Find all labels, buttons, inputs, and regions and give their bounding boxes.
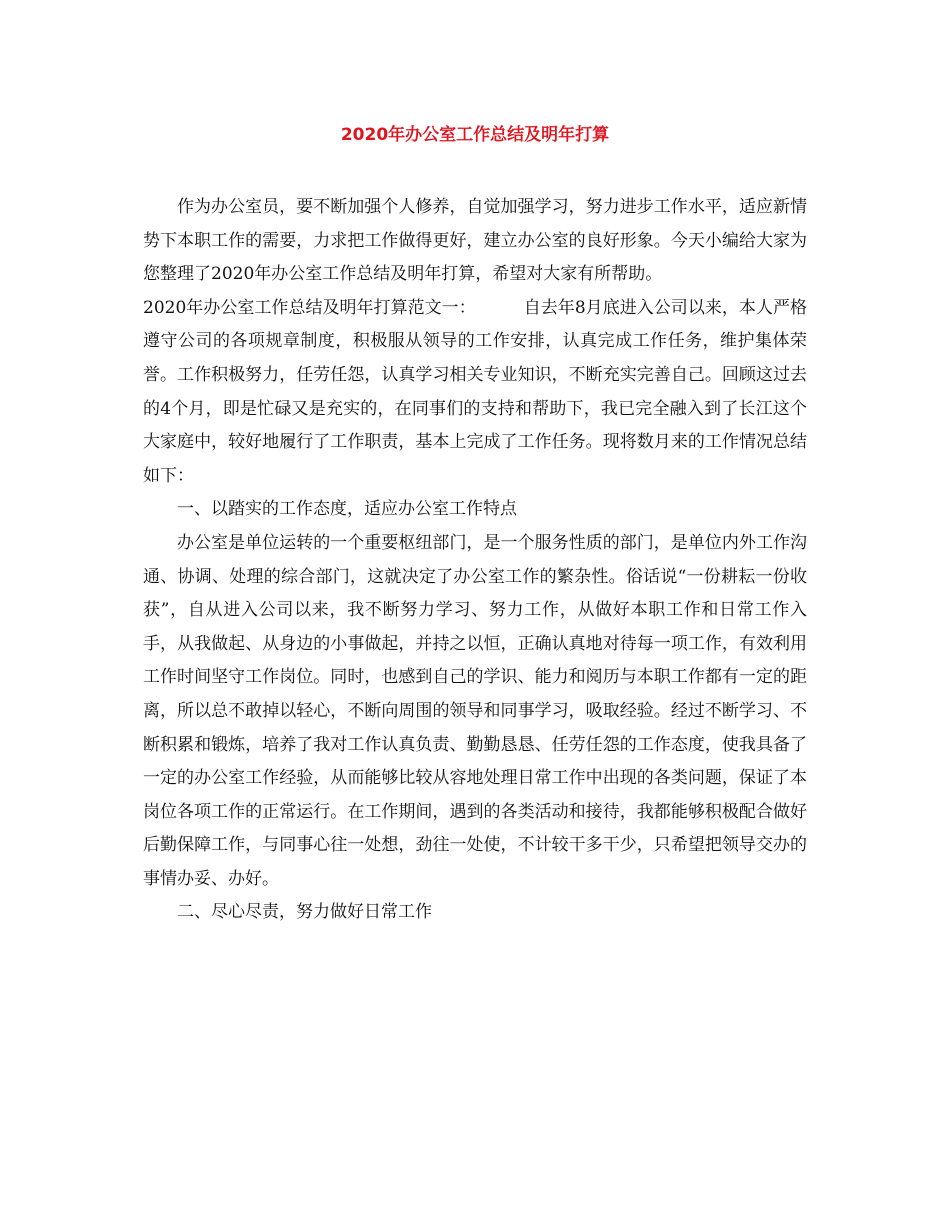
section-heading-1: 一、以踏实的工作态度，适应办公室工作特点 <box>177 499 517 520</box>
document-body <box>143 191 807 930</box>
section-heading-2: 二、尽心尽责，努力做好日常工作 <box>177 902 432 923</box>
section-paragraph-1: 办公室是单位运转的一个重要枢纽部门，是一个服务性质的部门，是单位内外工作沟通、协调、处理的综合部门，这就决定了办公室工作的繁杂性。俗话说“一份耕耘一份收获”，自从进入公司以来，我不断努力学习、努力工作，从做好本职工作和日常工作入手，从我做起、从身边的小事做起，并持之以恒，正确认真地对待每一项工作，有效利用工作时间坚守工作岗位。同时，也感到自己的学识、能力和阅历与本职工作都有一定的距离，所以总不敢掉以轻心，不断向周围的领导和同事学习，吸取经验。经过不断学习、不断积累和锻炼，培养了我对工作认真负责、勤勤恳恳、任劳任怨的工作态度，使我具备了一定的办公室工作经验，从而能够比较从容地处理日常工作中出现的各类问题，保证了本岗位各项工作的正常运行。在工作期间，遇到的各类活动和接待，我都能够积极配合做好后勤保障工作，与同事心往一处想，劲往一处使，不计较干多干少，只希望把领导交办的事情办妥、办好。 <box>143 532 807 889</box>
sample-label: 2020年办公室工作总结及明年打算范文一： <box>143 297 476 318</box>
sample-paragraph <box>143 292 807 494</box>
intro-paragraph: 作为办公室员，要不断加强个人修养，自觉加强学习，努力进步工作水平，适应新情势下本职工作的需要，力求把工作做得更好，建立办公室的良好形象。今天小编给大家为您整理了2020年办公室工作总结及明年打算，希望对大家有所帮助。 <box>143 197 807 285</box>
document-title: 2020年办公室工作总结及明年打算 <box>340 125 610 145</box>
sample-text: 自去年8月底进入公司以来，本人严格遵守公司的各项规章制度，积极服从领导的工作安排，认真完成工作任务，维护集体荣誉。工作积极努力，任劳任怨，认真学习相关专业知识，不断充实完善自己。回顾这过去的4个月，即是忙碌又是充实的，在同事们的支持和帮助下，我已完全融入到了长江这个大家庭中，较好地履行了工作职责，基本上完成了工作任务。现将数月来的工作情况总结如下： <box>143 297 807 486</box>
